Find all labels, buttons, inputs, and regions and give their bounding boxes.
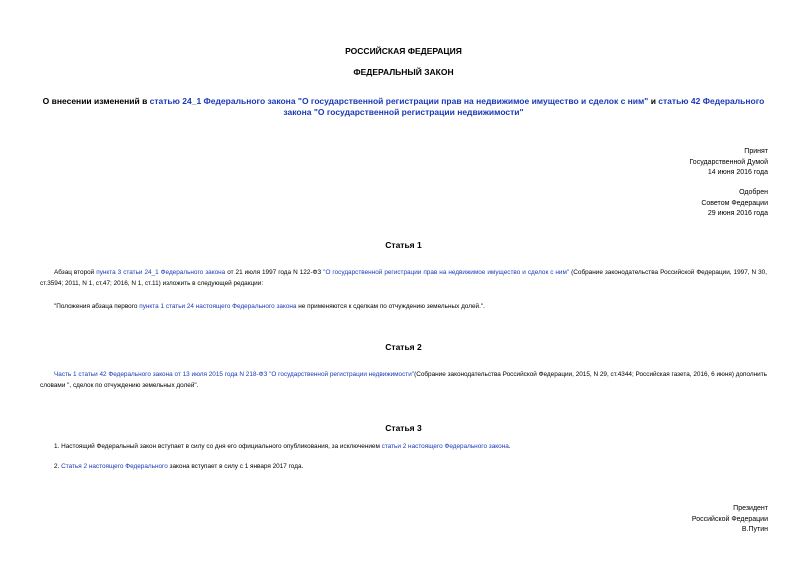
title-link-article-24-1[interactable]: статью 24_1 Федерального закона "О государственной регистрации прав на недвижимое имущество и сделок с ним" [149,96,649,106]
article-1-paragraph-1 [40,268,767,289]
article-3-heading: Статья 3 [385,423,422,433]
adopted-block [689,147,768,179]
doc-type-heading: ФЕДЕРАЛЬНЫЙ ЗАКОН [353,67,454,77]
a1p1-post: (Собрание законодательства Российской Федерации, 1997, N 30, ст.3594; 2011, N 1, ст.47; 2016, N 1, ст.11) изложить в следующей редакции: [40,269,767,287]
article-3-paragraph-1 [54,442,767,453]
adopted-line2: Государственной Думой [689,158,768,166]
title-mid: и [648,96,659,106]
a1p1-mid: от 21 июля 1997 года N 122-ФЗ [225,269,324,276]
a1p1-pre: Абзац второй [54,269,97,276]
title-prefix: О внесении изменений в [42,96,150,106]
country-heading: РОССИЙСКАЯ ФЕДЕРАЦИЯ [345,46,462,56]
approved-block [701,188,768,220]
a1p1-link-point-3[interactable]: пункта 3 статьи 24_1 Федерального закона [96,269,226,276]
article-2-paragraph-1 [40,370,767,391]
title-link-article-42[interactable]: статью 42 Федерального закона "О государственной регистрации недвижимости" [283,96,765,117]
a1p1-link-law-name[interactable]: "О государственной регистрации прав на недвижимое имущество и сделок с ним" [323,269,570,276]
adopted-date: 14 июня 2016 года [707,169,768,176]
approved-line1: Одобрен [739,189,768,196]
signature-name: В.Путин [741,526,768,533]
approved-date: 29 июня 2016 года [707,210,768,217]
signature-title: Президент [733,505,768,512]
a3p1-pre: 1. Настоящий Федеральный закон вступает в силу со дня его официального опубликования, за исключением [54,443,382,450]
a3p1-link-article-2[interactable]: статьи 2 настоящего Федерального закона [381,443,509,450]
a3p2-pre: 2. [54,463,62,470]
adopted-line1: Принят [744,148,768,155]
a1p2-link-point-1[interactable]: пункта 1 статьи 24 настоящего Федерального закона [139,303,297,310]
article-1-heading: Статья 1 [385,240,422,250]
a1p2-post: не применяются к сделкам по отчуждению земельных долей.". [296,303,485,310]
a2p1-link-part-1[interactable]: Часть 1 статьи 42 Федерального закона от 13 июля 2015 года N 218-ФЗ "О государственной регистрации недвижимости" [54,371,415,378]
a3p1-post: . [508,443,511,450]
a3p2-post: закона вступает в силу с 1 января 2017 года. [167,463,304,470]
a3p2-link-article-2[interactable]: Статья 2 настоящего Федерального [61,463,168,470]
article-1-paragraph-2 [54,302,767,313]
signature-block [692,504,768,536]
article-2-heading: Статья 2 [385,342,422,352]
a2p1-post: (Собрание законодательства Российской Федерации, 2015, N 29, ст.4344; Российская газета, 2016, 6 июня) дополнить словами ", сделок по отчуждению земельных долей". [40,371,767,389]
law-title [40,96,767,118]
signature-country: Российской Федерации [691,515,768,523]
approved-line2: Советом Федерации [701,199,768,207]
a1p2-pre: "Положения абзаца первого [54,303,140,310]
article-3-paragraph-2 [54,462,767,473]
